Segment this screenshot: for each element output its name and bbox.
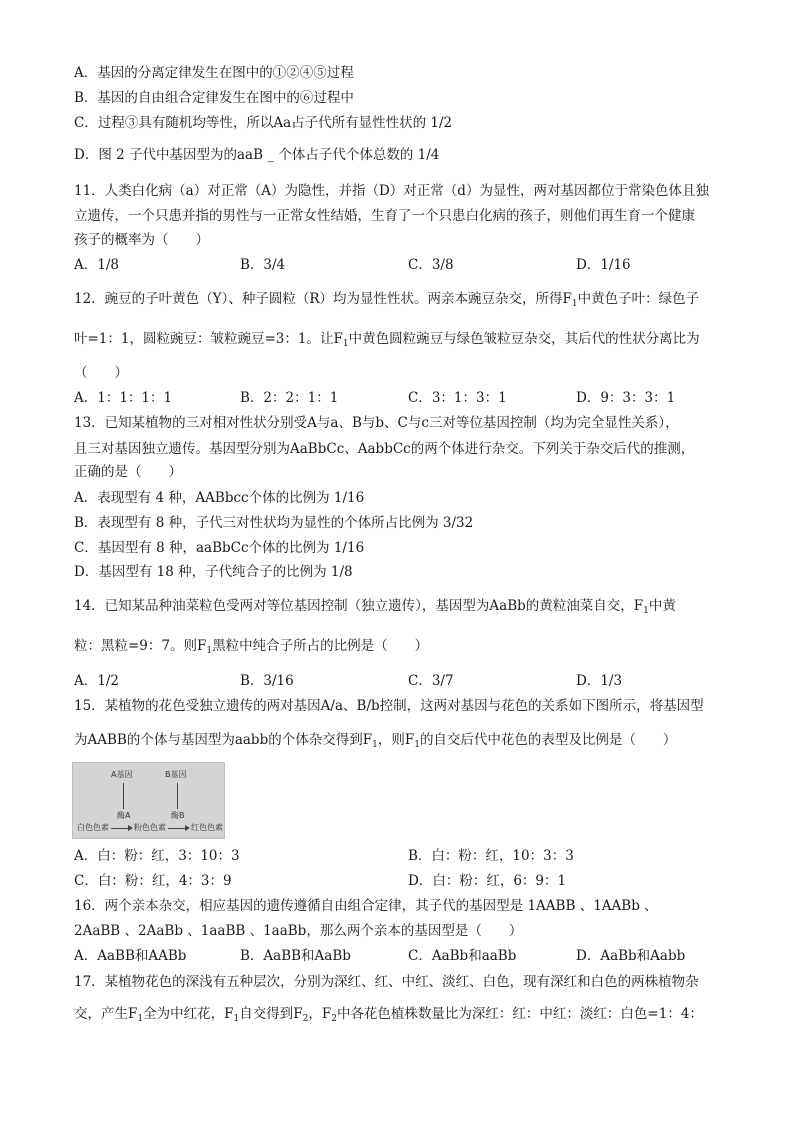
q11-option-b: B．3/4 bbox=[240, 257, 286, 273]
q16-stem-line1: 16．两个亲本杂交，相应基因的遗传遵循自由组合定律，其子代的基因型是 1AABB 、1AABb 、 bbox=[74, 898, 658, 914]
q11-stem-line1: 11．人类白化病（a）对正常（A）为隐性，并指（D）对正常（d）为显性，两对基因都位于常染色体且独 bbox=[74, 183, 709, 199]
q13-option-d: D．基因型有 18 种，子代纯合子的比例为 1/8 bbox=[74, 564, 353, 580]
q13-option-b: B．表现型有 8 种，子代三对性状均为显性的个体所占比例为 3/32 bbox=[74, 515, 474, 531]
q16-stem-line2: 2AaBB 、2AaBb 、1aaBB 、1aaBb，那么两个亲本的基因型是（ ） bbox=[74, 923, 523, 939]
q12-stem-line1: 12．豌豆的子叶黄色（Y）、种子圆粒（R）均为显性性状。两亲本豌豆杂交，所得$F_1$中黄色子叶：绿色子 bbox=[74, 291, 700, 309]
q11-option-d: D．1/16 bbox=[576, 257, 631, 273]
q17-stem-line1: 17．某植物花色的深浅有五种层次，分别为深红、红、中红、淡红、白色，现有深红和白色的两株植物杂 bbox=[74, 974, 699, 990]
q16-option-a: A．AaBB和AABb bbox=[74, 948, 187, 964]
arrow-head-2 bbox=[185, 825, 190, 831]
arrow-head-1 bbox=[128, 825, 133, 831]
white-pigment-label: 白色色素 bbox=[77, 823, 109, 832]
q10-option-a: A．基因的分离定律发生在图中的①②④⑤过程 bbox=[74, 65, 354, 81]
q12-option-d: D．9：3：3：1 bbox=[576, 390, 676, 406]
q15-stem-line2: 为AABB的个体与基因型为aabb的个体杂交得到$F_1$，则$F_1$的自交后代中花色的表型及比例是（ ） bbox=[74, 732, 677, 750]
pink-pigment-label: 粉色色素 bbox=[134, 823, 166, 832]
q12-stem-line3: （ ） bbox=[74, 365, 128, 381]
enzyme-a-label: 酶A bbox=[117, 811, 131, 820]
q12-option-b: B．2：2：1：1 bbox=[240, 390, 339, 406]
q15-option-a: A．白：粉：红，3：10：3 bbox=[74, 848, 240, 864]
q13-stem-line2: 且三对基因独立遗传。基因型分别为AaBbCc、AabbCc的两个体进行杂交。下列关于杂交后代的推测， bbox=[74, 441, 695, 457]
q13-stem-line1: 13．已知某植物的三对相对性状分别受A与a、B与b、C与c三对等位基因控制（均为完全显性关系）， bbox=[74, 415, 679, 431]
arrow-line-2 bbox=[168, 828, 186, 829]
q15-option-b: B．白：粉：红，10：3：3 bbox=[408, 848, 574, 864]
q13-option-a: A．表现型有 4 种，AABbcc个体的比例为 1/16 bbox=[74, 490, 365, 506]
q14-option-c: C．3/7 bbox=[408, 673, 454, 689]
q14-option-d: D．1/3 bbox=[576, 673, 623, 689]
red-pigment-label: 红色色素 bbox=[191, 823, 223, 832]
q10-option-b: B．基因的自由组合定律发生在图中的⑥过程中 bbox=[74, 90, 354, 106]
q16-option-d: D．AaBb和Aabb bbox=[576, 948, 686, 964]
gene-a-connector bbox=[123, 783, 124, 809]
q11-option-a: A．1/8 bbox=[74, 257, 119, 273]
q12-option-a: A．1：1：1：1 bbox=[74, 390, 173, 406]
q13-stem-line3: 正确的是（ ） bbox=[74, 464, 182, 480]
q11-stem-line3: 孩子的概率为（ ） bbox=[74, 232, 209, 248]
q10-option-c: C．过程③具有随机均等性，所以Aa占子代所有显性性状的 1/2 bbox=[74, 115, 453, 131]
gene-b-label: B基因 bbox=[165, 770, 187, 779]
q16-option-c: C．AaBb和aaBb bbox=[408, 948, 517, 964]
q15-stem-line1: 15．某植物的花色受独立遗传的两对基因A/a、B/b控制，这两对基因与花色的关系如下图所示，将基因型 bbox=[74, 698, 704, 714]
q12-stem-line2: 叶=1：1，圆粒豌豆：皱粒豌豆=3：1。让$F_1$中黄色圆粒豌豆与绿色皱粒豆杂交，其后代的性状分离比为 bbox=[74, 331, 700, 349]
pigment-pathway-figure bbox=[72, 762, 225, 839]
q10-option-d: D．图 2 子代中基因型为的aaB _ 个体占子代个体总数的 1/4 bbox=[74, 147, 440, 163]
gene-a-label: A基因 bbox=[111, 770, 133, 779]
q15-option-d: D．白：粉：红，6：9：1 bbox=[408, 873, 567, 889]
q14-option-b: B．3/16 bbox=[240, 673, 294, 689]
q14-stem-line1: 14．已知某品种油菜粒色受两对等位基因控制（独立遗传），基因型为AaBb的黄粒油菜自交，$F_1$中黄 bbox=[74, 598, 676, 616]
gene-b-connector bbox=[177, 783, 178, 809]
q13-option-c: C．基因型有 8 种，aaBbCc个体的比例为 1/16 bbox=[74, 540, 365, 556]
enzyme-b-label: 酶B bbox=[171, 811, 185, 820]
q14-option-a: A．1/2 bbox=[74, 673, 119, 689]
q14-stem-line2: 粒：黑粒=9：7。则$F_1$黑粒中纯合子所占的比例是（ ） bbox=[74, 638, 429, 656]
q12-option-c: C．3：1：3：1 bbox=[408, 390, 507, 406]
arrow-line-1 bbox=[111, 828, 129, 829]
q17-stem-line2: 交，产生$F_1$全为中红花，$F_1$自交得到$F_2$，$F_2$中各花色植株数量比为深红：红：中红：淡红：白色=1：4： bbox=[74, 1006, 703, 1024]
q16-option-b: B．AaBB和AaBb bbox=[240, 948, 351, 964]
q15-option-c: C．白：粉：红，4：3：9 bbox=[74, 873, 232, 889]
q11-option-c: C．3/8 bbox=[408, 257, 454, 273]
q11-stem-line2: 立遗传，一个只患并指的男性与一正常女性结婚，生育了一个只患白化病的孩子，则他们再生育一个健康 bbox=[74, 208, 695, 224]
